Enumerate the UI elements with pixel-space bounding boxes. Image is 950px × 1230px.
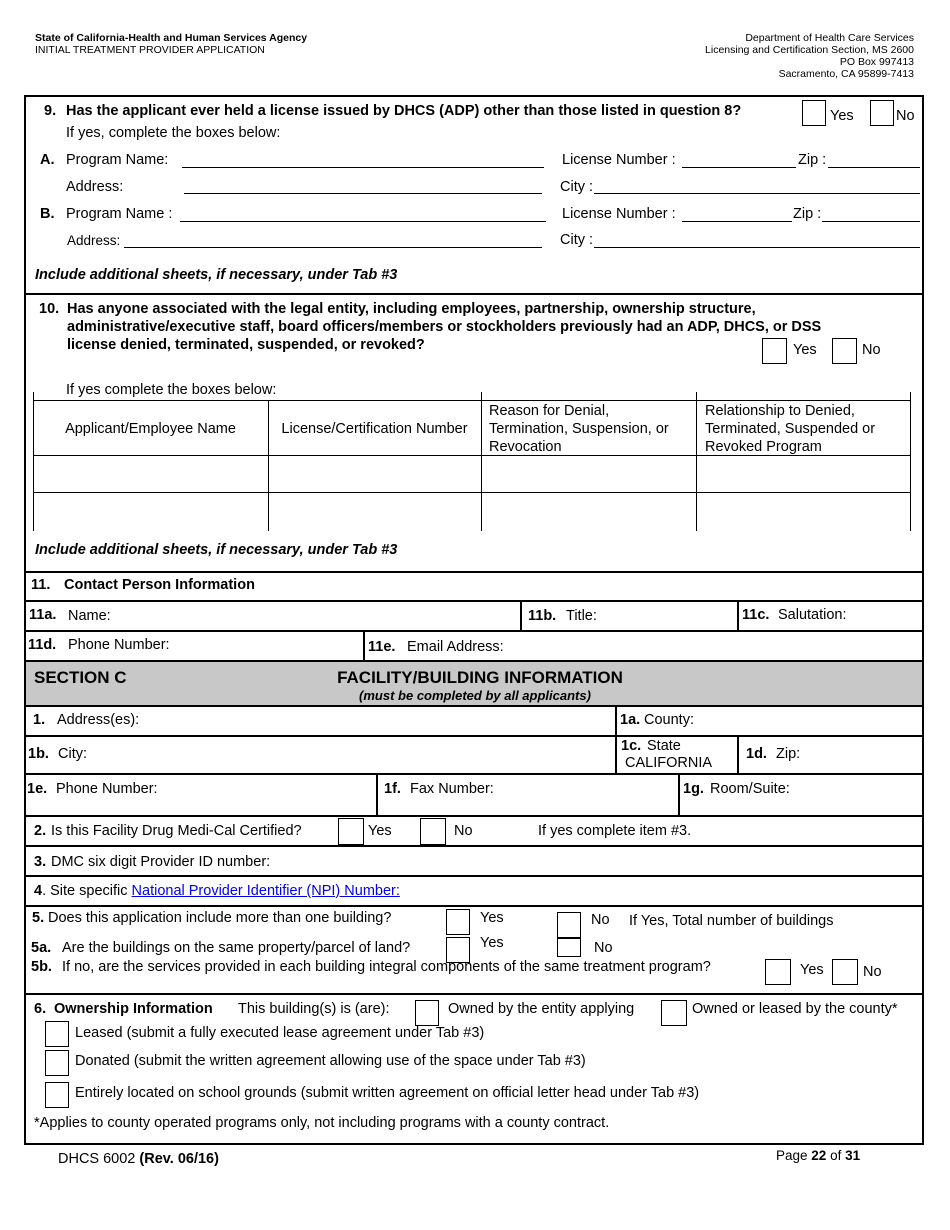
form-name: INITIAL TREATMENT PROVIDER APPLICATION: [35, 44, 265, 56]
q6-leased-label: Leased (submit a fully executed lease agreement under Tab #3): [75, 1025, 485, 1041]
f5-question: Does this application include more than one building?: [48, 910, 392, 926]
q9-b-label: B.: [40, 206, 55, 222]
f5b-number: 5b.: [31, 959, 52, 975]
q11c-number: 11c.: [742, 607, 770, 623]
q11b-number: 11b.: [528, 608, 557, 624]
f1e-phone-field[interactable]: [170, 777, 370, 813]
divider-q9: [24, 293, 924, 295]
q9-number: 9.: [44, 103, 57, 119]
f1c-state-label: State: [647, 738, 681, 754]
footer-of-word: of: [830, 1148, 842, 1163]
frame-left: [24, 95, 26, 1145]
f1d-number: 1d.: [746, 746, 767, 762]
divider-q10: [24, 571, 924, 573]
q9-a-city-field[interactable]: [594, 193, 920, 194]
footer-form-id-row: [58, 1151, 219, 1168]
f4-number: 4: [34, 883, 43, 899]
f2-yes-label: Yes: [368, 823, 392, 839]
f1-number: 1.: [33, 712, 46, 728]
q9-a-address-field[interactable]: [184, 193, 542, 194]
q10-no-checkbox[interactable]: [832, 338, 857, 364]
q9-a-program-label: Program Name:: [66, 152, 169, 168]
q6-footnote-mark: *: [34, 1115, 40, 1131]
q9-b-license-field[interactable]: [682, 221, 792, 222]
q10-note: Include additional sheets, if necessary, under Tab #3: [35, 542, 398, 558]
q9-b-license-label: License Number :: [562, 206, 676, 222]
q10-row2-relationship[interactable]: [697, 493, 910, 531]
f1d-zip-label: Zip:: [776, 746, 801, 762]
footer-rev: (Rev. 06/16): [139, 1151, 219, 1167]
q11c-salutation-label: Salutation:: [778, 607, 847, 623]
q10-col-name: Applicant/Employee Name: [65, 421, 236, 437]
section-c-title: FACILITY/BUILDING INFORMATION: [337, 668, 623, 687]
q10-yes-label: Yes: [793, 342, 817, 358]
po-box: PO Box 997413: [839, 56, 914, 68]
f1c-state-value: CALIFORNIA: [625, 755, 713, 771]
q6-title: Ownership Information: [54, 1001, 213, 1017]
q9-a-program-field[interactable]: [182, 167, 544, 168]
q11e-email-field[interactable]: [512, 633, 920, 659]
f1a-county-label: County:: [644, 712, 694, 728]
q9-no-label: No: [896, 108, 915, 124]
q9-b-program-field[interactable]: [180, 221, 546, 222]
q10-row2-reason[interactable]: [482, 493, 696, 531]
f1g-number: 1g.: [683, 781, 704, 797]
f1b-number: 1b.: [28, 746, 49, 762]
f5-no-label: No: [591, 912, 610, 928]
frame-top: [24, 95, 924, 97]
q11e-email-label: Email Address:: [407, 639, 504, 655]
q6-footnote: Applies to county operated programs only, not including programs with a county contract.: [39, 1115, 610, 1131]
f1g-room-field[interactable]: [800, 777, 920, 813]
f1f-fax-label: Fax Number:: [410, 781, 494, 797]
q6-donated-checkbox[interactable]: [45, 1050, 69, 1076]
f2-note: If yes complete item #3.: [538, 823, 692, 839]
f4-row: [34, 883, 400, 900]
q10-row1-relationship[interactable]: [697, 456, 910, 492]
footer-page-total: 31: [845, 1148, 861, 1163]
npi-link[interactable]: National Provider Identifier (NPI) Number:: [131, 883, 400, 899]
q11d-phone-label: Phone Number:: [68, 637, 170, 653]
q9-b-zip-field[interactable]: [822, 221, 920, 222]
q11b-title-label: Title:: [566, 608, 597, 624]
q9-b-program-label: Program Name :: [66, 206, 173, 222]
q9-no-checkbox[interactable]: [870, 100, 894, 126]
f1g-room-label: Room/Suite:: [710, 781, 790, 797]
q6-prompt: This building(s) is (are):: [238, 1001, 390, 1017]
f1a-number: 1a.: [620, 712, 641, 728]
f1d-zip-field[interactable]: [806, 740, 920, 770]
q9-b-city-label: City :: [560, 232, 594, 248]
f5a-no-label: No: [594, 940, 613, 956]
q6-owned-entity-checkbox[interactable]: [415, 1000, 439, 1026]
footer-page-num: 22: [811, 1148, 827, 1163]
q10-yes-checkbox[interactable]: [762, 338, 787, 364]
f1b-city-label: City:: [58, 746, 87, 762]
f5a-question: Are the buildings on the same property/parcel of land?: [62, 940, 411, 956]
f1f-fax-field[interactable]: [500, 777, 672, 813]
q9-b-zip-label: Zip :: [793, 206, 822, 222]
f1e-phone-label: Phone Number:: [56, 781, 158, 797]
q11-number: 11.: [31, 577, 51, 593]
dept-city: Sacramento, CA 95899-7413: [778, 68, 914, 80]
f1-address-field[interactable]: [150, 708, 612, 734]
q10-col-reason: Reason for Denial, Termination, Suspension, or Revocation: [489, 403, 669, 455]
f1f-number: 1f.: [384, 781, 401, 797]
q9-a-zip-field[interactable]: [828, 167, 920, 168]
q10-no-label: No: [862, 342, 881, 358]
frame-bottom: [24, 1143, 924, 1145]
q6-number: 6.: [34, 1001, 47, 1017]
f2-no-checkbox[interactable]: [420, 818, 446, 845]
q9-yes-checkbox[interactable]: [802, 100, 826, 126]
f5b-yes-checkbox[interactable]: [765, 959, 791, 985]
f5a-no-checkbox[interactable]: [557, 938, 581, 957]
q10-line1: Has anyone associated with the legal entity, including employees, partnership, ownership structure,: [67, 301, 756, 317]
f1b-city-field[interactable]: [95, 740, 611, 770]
q10-number: 10.: [39, 301, 60, 317]
q6-owned-county-checkbox[interactable]: [661, 1000, 687, 1026]
f1a-county-field[interactable]: [700, 708, 920, 734]
f1c-number: 1c.: [621, 738, 642, 754]
f5b-question: If no, are the services provided in each building integral components of the same treatment program?: [62, 959, 711, 975]
q10-row2-name[interactable]: [34, 493, 268, 531]
frame-right: [922, 95, 924, 1145]
q11d-phone-field[interactable]: [180, 633, 360, 659]
q10-line2: administrative/executive staff, board officers/members or stockholders previously had an ADP, DHCS, or DSS: [67, 319, 822, 335]
q9-a-label: A.: [40, 152, 55, 168]
f1e-number: 1e.: [27, 781, 48, 797]
f3-dmc-label: DMC six digit Provider ID number:: [51, 854, 271, 870]
q9-instruction: If yes, complete the boxes below:: [66, 125, 281, 141]
q9-a-license-field[interactable]: [682, 167, 796, 168]
footer-page: [776, 1147, 860, 1164]
q6-leased-checkbox[interactable]: [45, 1021, 69, 1047]
f5-no-checkbox[interactable]: [557, 912, 581, 938]
q9-b-address-label: Address:: [67, 233, 121, 248]
q10-row2-license[interactable]: [269, 493, 481, 531]
f5-yes-label: Yes: [480, 910, 504, 926]
q9-b-address-field[interactable]: [124, 247, 542, 248]
q6-school-checkbox[interactable]: [45, 1082, 69, 1108]
f5b-no-label: No: [863, 964, 882, 980]
f2-no-label: No: [454, 823, 473, 839]
dept-name: Department of Health Care Services: [745, 32, 914, 44]
q11a-name-label: Name:: [68, 608, 111, 624]
q9-a-license-label: License Number :: [562, 152, 676, 168]
q11e-number: 11e.: [368, 639, 396, 655]
f4-prefix: . Site specific: [42, 883, 132, 899]
f5a-number: 5a.: [31, 940, 52, 956]
f5-yes-checkbox[interactable]: [446, 909, 470, 935]
f3-number: 3.: [34, 854, 47, 870]
q11a-number: 11a.: [29, 607, 57, 623]
header-right: [705, 32, 914, 80]
f2-number: 2.: [34, 823, 47, 839]
q10-row1-name[interactable]: [34, 456, 268, 492]
f5a-yes-label: Yes: [480, 935, 504, 951]
f2-yes-checkbox[interactable]: [338, 818, 364, 845]
q11d-number: 11d.: [28, 637, 57, 653]
q10-row1-license[interactable]: [269, 456, 481, 492]
q9-a-address-label: Address:: [66, 179, 124, 195]
q9-question: Has the applicant ever held a license issued by DHCS (ADP) other than those listed in question 8?: [66, 103, 742, 119]
q6-owned-county-label: Owned or leased by the county*: [692, 1001, 898, 1017]
footer-page-word: Page: [776, 1148, 808, 1163]
dept-section: Licensing and Certification Section, MS 2600: [705, 44, 914, 56]
q9-note: Include additional sheets, if necessary, under Tab #3: [35, 267, 398, 283]
q9-b-city-field[interactable]: [594, 247, 920, 248]
q10-instruction: If yes complete the boxes below:: [66, 382, 277, 398]
q11a-name-field[interactable]: [120, 603, 518, 629]
q11-title: Contact Person Information: [64, 577, 255, 593]
q9-a-zip-label: Zip :: [798, 152, 827, 168]
q9-a-city-label: City :: [560, 179, 594, 195]
f5-number: 5.: [32, 910, 45, 926]
f5b-yes-label: Yes: [800, 962, 824, 978]
q11b-title-field[interactable]: [604, 603, 734, 629]
q9-yes-label: Yes: [830, 108, 854, 124]
section-c-subtitle: (must be completed by all applicants): [359, 688, 591, 703]
section-c-label: SECTION C: [34, 668, 127, 687]
q6-footnote-row: [34, 1115, 609, 1132]
q10-line3: license denied, terminated, suspended, or revoked?: [67, 337, 425, 353]
header-left: [35, 32, 307, 56]
f1-address-label: Address(es):: [57, 712, 140, 728]
q6-donated-label: Donated (submit the written agreement allowing use of the space under Tab #3): [75, 1053, 586, 1069]
f5-note: If Yes, Total number of buildings: [629, 913, 834, 929]
footer-form-id: DHCS 6002: [58, 1151, 136, 1167]
agency-name: State of California-Health and Human Services Agency: [35, 32, 308, 44]
q10-col-relationship: Relationship to Denied, Terminated, Suspended or Revoked Program: [705, 403, 876, 455]
q10-row1-reason[interactable]: [482, 456, 696, 492]
q6-school-label: Entirely located on school grounds (submit written agreement on official letter head under Tab #3): [75, 1085, 700, 1101]
f3-dmc-field[interactable]: [300, 849, 920, 873]
f5b-no-checkbox[interactable]: [832, 959, 858, 985]
q6-owned-entity-label: Owned by the entity applying: [448, 1001, 635, 1017]
q10-col-license: License/Certification Number: [281, 421, 468, 437]
f2-question: Is this Facility Drug Medi-Cal Certified?: [51, 823, 302, 839]
